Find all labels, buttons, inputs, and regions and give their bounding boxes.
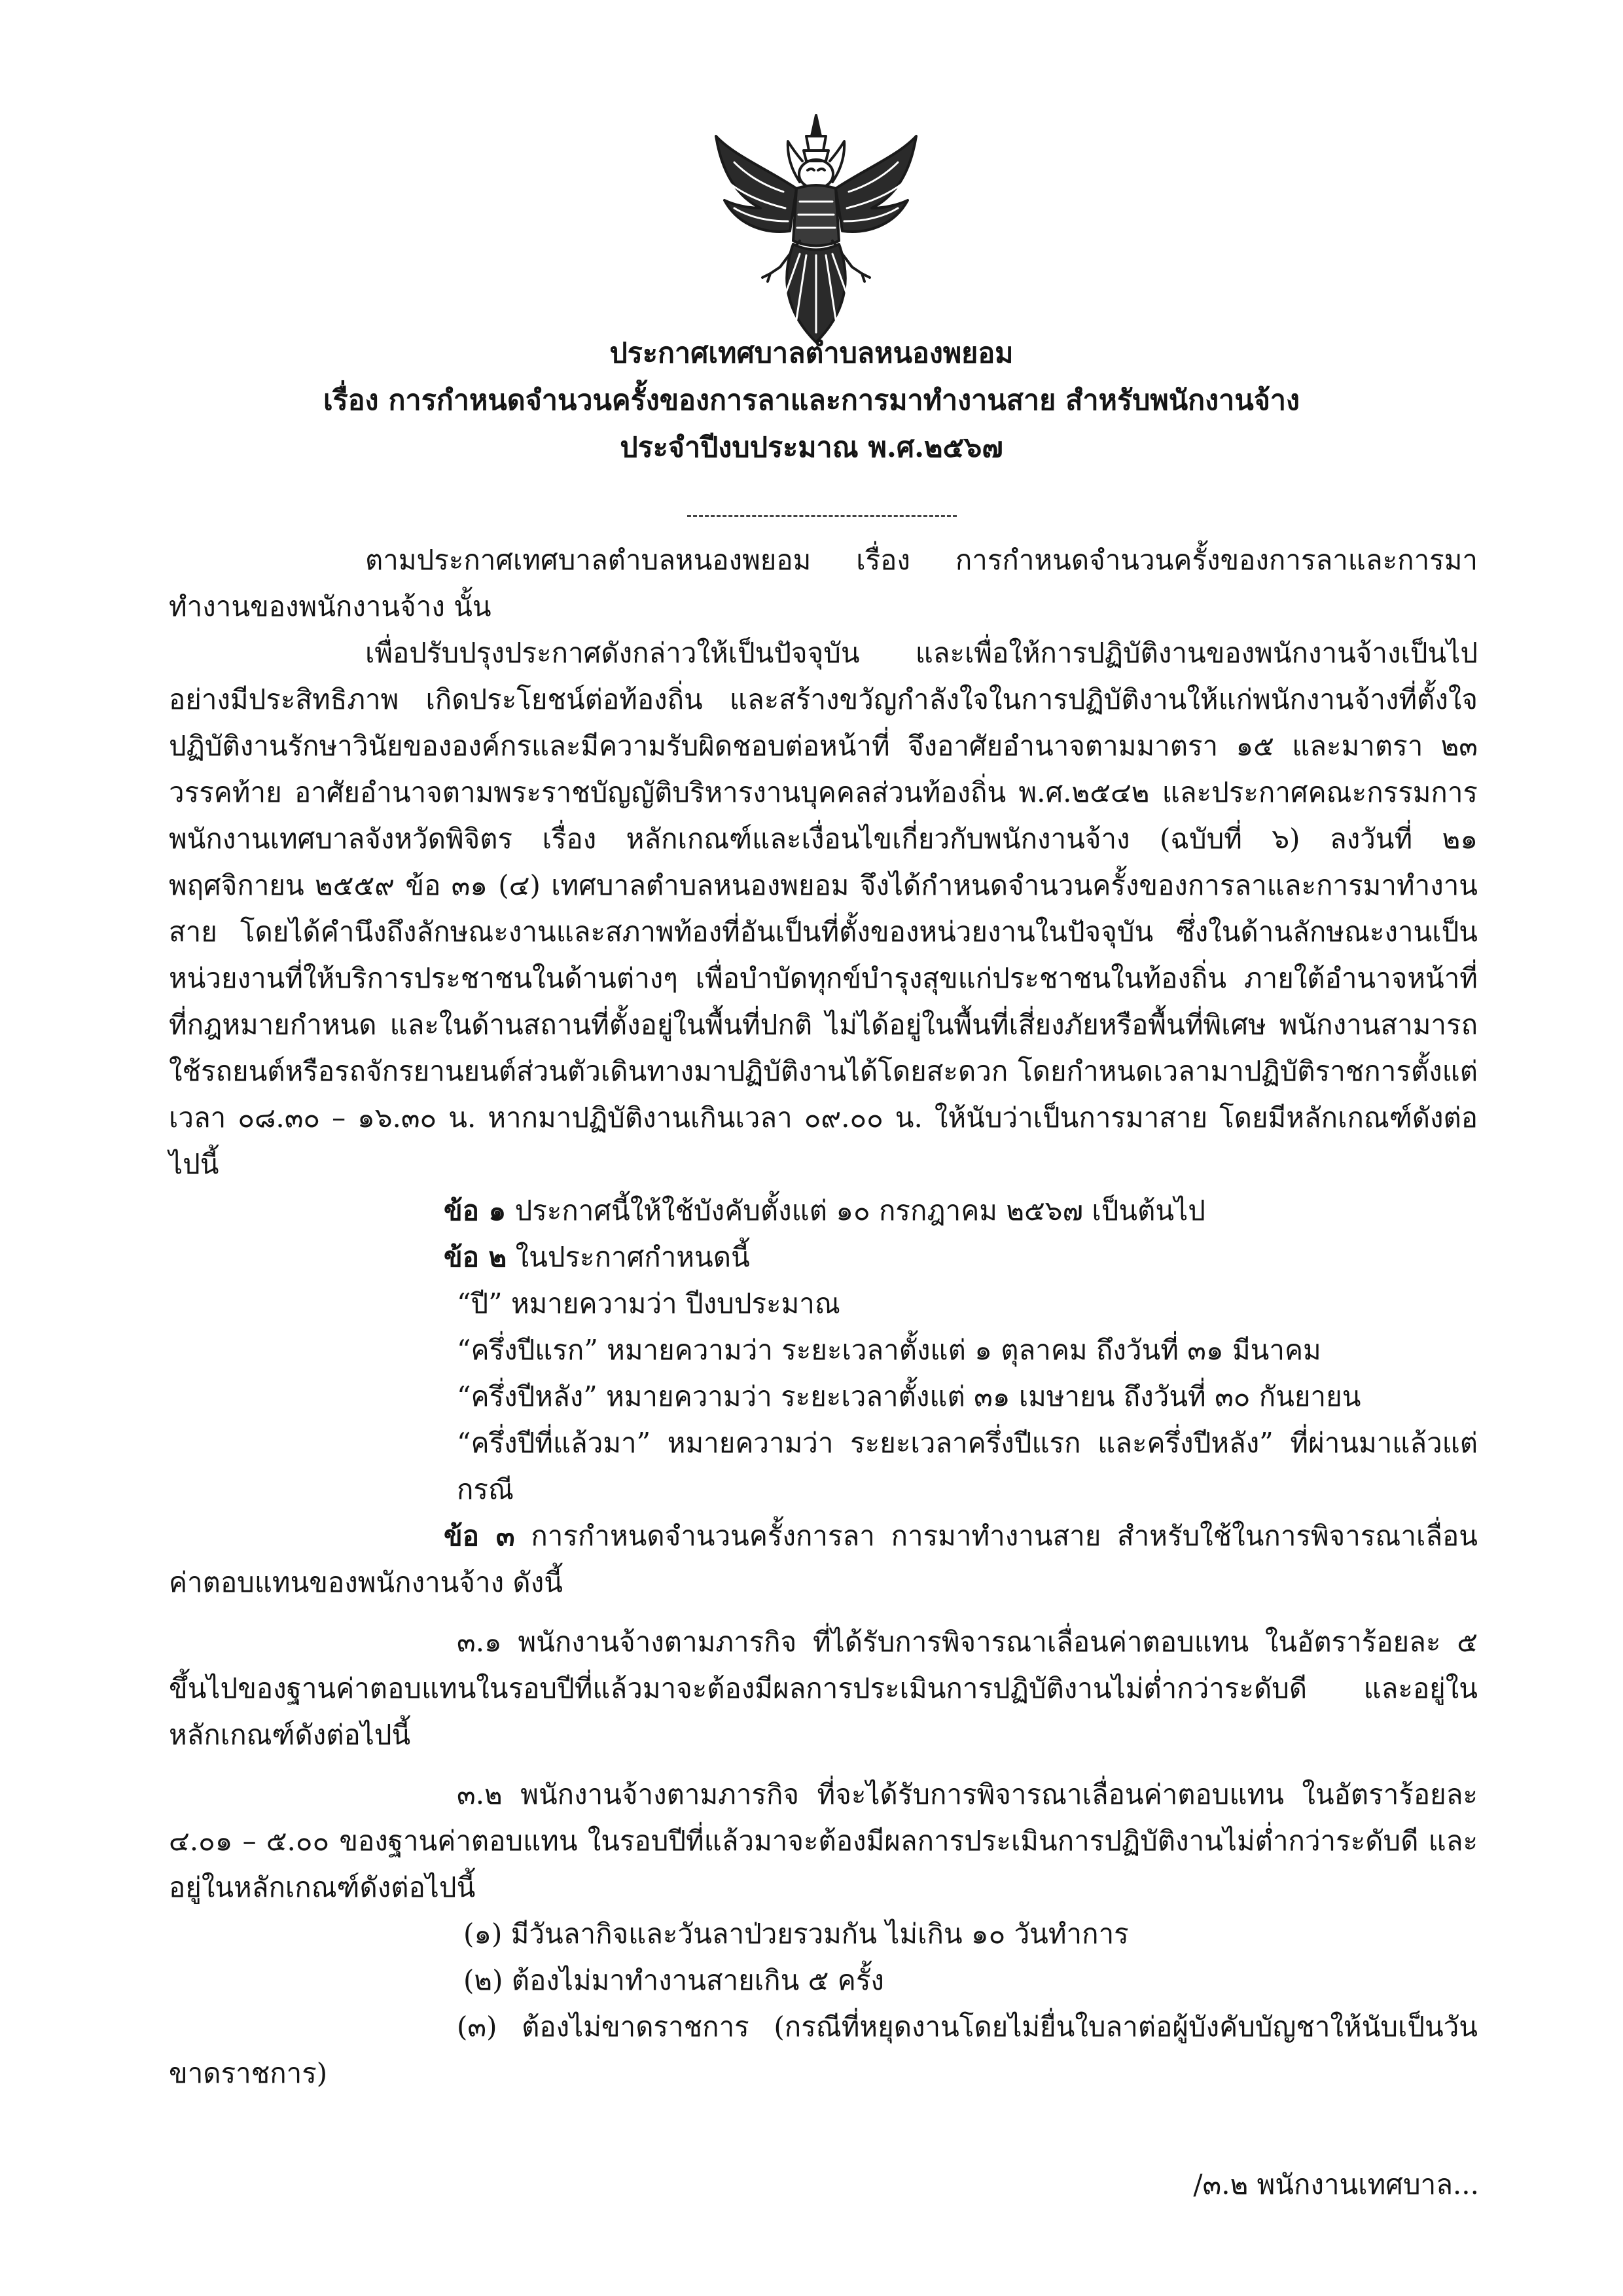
clause-2 [169, 1234, 1478, 1280]
rationale-paragraph: เพื่อปรับปรุงประกาศดังกล่าวให้เป็นปัจจุบัน และเพื่อให้การปฏิบัติงานของพนักงานจ้างเป็นไปอย่างมีประสิทธิภาพ เกิดประโยชน์ต่อท้องถิ่น และสร้างขวัญกำลังใจในการปฏิบัติงานให้แก่พนักงานจ้างที่ตั้งใจปฏิบัติงานรักษาวินัยขององค์กรและมีความรับผิดชอบต่อหน้าที่ จึงอาศัยอำนาจตามมาตรา ๑๕ และมาตรา ๒๓ วรรคท้าย อาศัยอำนาจตามพระราชบัญญัติบริหารงานบุคคลส่วนท้องถิ่น พ.ศ.๒๕๔๒ และประกาศคณะกรรมการพนักงานเทศบาลจังหวัดพิจิตร เรื่อง หลักเกณฑ์และเงื่อนไขเกี่ยวกับพนักงานจ้าง (ฉบับที่ ๖) ลงวันที่ ๒๑ พฤศจิกายน ๒๕๕๙ ข้อ ๓๑ (๔) เทศบาลตำบลหนองพยอม จึงได้กำหนดจำนวนครั้งของการลาและการมาทำงานสาย โดยได้คำนึงถึงลักษณะงานและสภาพท้องที่อันเป็นที่ตั้งของหน่วยงานในปัจจุบัน ซึ่งในด้านลักษณะงานเป็นหน่วยงานที่ให้บริการประชาชนในด้านต่างๆ เพื่อบำบัดทุกข์บำรุงสุขแก่ประชาชนในท้องถิ่น ภายใต้อำนาจหน้าที่ที่กฎหมายกำหนด และในด้านสถานที่ตั้งอยู่ในพื้นที่ปกติ ไม่ได้อยู่ในพื้นที่เสี่ยงภัยหรือพื้นที่พิเศษ พนักงานสามารถใช้รถยนต์หรือรถจักรยานยนต์ส่วนตัวเดินทางมาปฏิบัติงานได้โดยสะดวก โดยกำหนดเวลามาปฏิบัติราชการตั้งแต่เวลา ๐๘.๓๐ – ๑๖.๓๐ น. หากมาปฏิบัติงานเกินเวลา ๐๙.๐๐ น. ให้นับว่าเป็นการมาสาย โดยมีหลักเกณฑ์ดังต่อไปนี้ [169, 637, 1478, 1180]
document-body [169, 537, 1478, 2096]
clause-1 [169, 1187, 1478, 1234]
clause-3 [169, 1513, 1478, 1605]
clause-1-label: ข้อ ๑ [444, 1194, 507, 1227]
definition-year: “ปี” หมายความว่า ปีงบประมาณ [457, 1287, 840, 1319]
title-divider [687, 515, 957, 517]
clause-3-text: การกำหนดจำนวนครั้งการลา การมาทำงานสาย สำหรับใช้ในการพิจารณาเลื่อนค่าตอบแทนของพนักงานจ้าง ดังนี้ [169, 1520, 1478, 1598]
criteria-item-3: (๓) ต้องไม่ขาดราชการ (กรณีที่หยุดงานโดยไม่ยื่นใบลาต่อผู้บังคับบัญชาให้นับเป็นวันขาดราชการ) [169, 2011, 1478, 2089]
document-period: ประจำปีงบประมาณ พ.ศ.๒๕๖๗ [620, 431, 1003, 464]
definition-first-half: “ครึ่งปีแรก” หมายความว่า ระยะเวลาตั้งแต่ ๑ ตุลาคม ถึงวันที่ ๓๑ มีนาคม [457, 1334, 1321, 1366]
clause-1-text: ประกาศนี้ให้ใช้บังคับตั้งแต่ ๑๐ กรกฎาคม ๒๕๖๗ เป็นต้นไป [514, 1194, 1205, 1227]
criteria-item-2: (๒) ต้องไม่มาทำงานสายเกิน ๕ ครั้ง [463, 1964, 884, 1996]
criteria-item-1: (๑) มีวันลากิจและวันลาป่วยรวมกัน ไม่เกิน ๑๐ วันทำการ [463, 1918, 1129, 1950]
continuation-note: /๓.๒ พนักงานเทศบาล... [1193, 2168, 1479, 2200]
definition-second-half: “ครึ่งปีหลัง” หมายความว่า ระยะเวลาตั้งแต่ ๓๑ เมษายน ถึงวันที่ ๓๐ กันยายน [457, 1380, 1361, 1412]
garuda-emblem-icon [708, 110, 924, 349]
clause-2-text: ในประกาศกำหนดนี้ [515, 1241, 750, 1273]
spacer [169, 1758, 1478, 1771]
document-subject: เรื่อง การกำหนดจำนวนครั้งของการลาและการมาทำงานสาย สำหรับพนักงานจ้าง [323, 384, 1300, 417]
clause-3-1: ๓.๑ พนักงานจ้างตามภารกิจ ที่ได้รับการพิจารณาเลื่อนค่าตอบแทน ในอัตราร้อยละ ๕ ขึ้นไปของฐานค่าตอบแทนในรอบปีที่แล้วมาจะต้องมีผลการประเมินการปฏิบัติงานไม่ต่ำกว่าระดับดี และอยู่ในหลักเกณฑ์ดังต่อไปนี้ [169, 1626, 1478, 1751]
clause-3-label: ข้อ ๓ [444, 1520, 515, 1552]
preamble-paragraph: ตามประกาศเทศบาลตำบลหนองพยอม เรื่อง การกำหนดจำนวนครั้งของการลาและการมาทำงานของพนักงานจ้าง นั้น [169, 544, 1478, 622]
clause-3-2: ๓.๒ พนักงานจ้างตามภารกิจ ที่จะได้รับการพิจารณาเลื่อนค่าตอบแทน ในอัตราร้อยละ ๔.๐๑ – ๕.๐๐ ของฐานค่าตอบแทน ในรอบปีที่แล้วมาจะต้องมีผลการประเมินการปฏิบัติงานไม่ต่ำกว่าระดับดี และอยู่ในหลักเกณฑ์ดังต่อไปนี้ [169, 1778, 1478, 1903]
clause-2-label: ข้อ ๒ [444, 1241, 507, 1273]
document-title: ประกาศเทศบาลตำบลหนองพยอม [609, 337, 1014, 370]
definition-previous-half: “ครึ่งปีที่แล้วมา” หมายความว่า ระยะเวลาครึ่งปีแรก และครึ่งปีหลัง” ที่ผ่านมาแล้วแต่กรณี [457, 1427, 1478, 1505]
spacer [169, 1605, 1478, 1619]
